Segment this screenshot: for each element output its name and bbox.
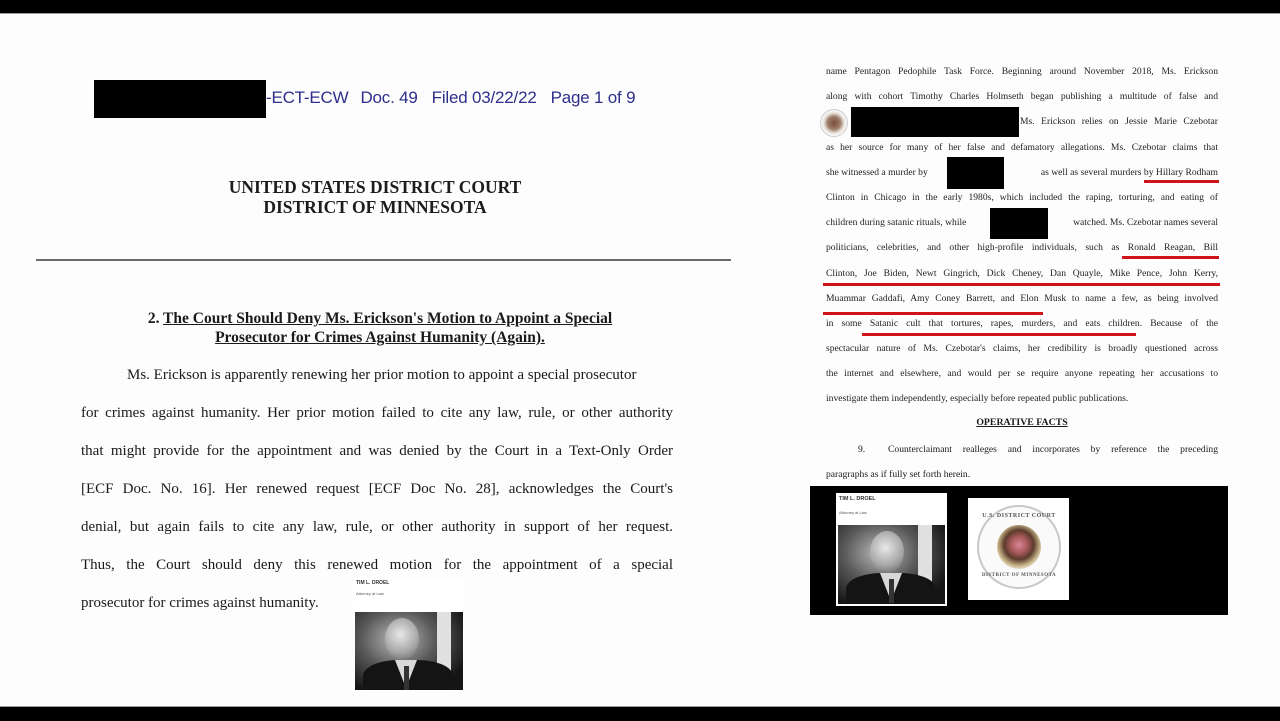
- attorney-subtitle: Attorney at Law: [356, 591, 384, 596]
- complaint-line: Clinton, Joe Biden, Newt Gingrich, Dick Cheney, Dan Quayle, Mike Pence, John Kerry,: [826, 267, 1218, 279]
- complaint-line: as her source for many of her false and defamatory allegations. Ms. Czebotar claims that: [826, 141, 1218, 153]
- highlight-underline: [823, 312, 1043, 315]
- paragraph-number: 9.: [858, 444, 866, 455]
- complaint-line: spectacular nature of Ms. Czebotar's claims, her credibility is broadly questioned across: [826, 343, 1218, 355]
- complaint-line-part: as well as several murders by Hillary Rodham: [1040, 166, 1218, 178]
- paragraph-9: [826, 437, 1218, 487]
- bottom-letterbox-bar: [0, 706, 1280, 721]
- attorney-name: TIM L. DROEL: [839, 496, 876, 502]
- complaint-line: in some Satanic cult that tortures, rapes, murders, and eats children. Because of the: [826, 317, 1218, 329]
- seal-bottom-text: DISTRICT OF MINNESOTA: [981, 573, 1057, 578]
- attorney-name: TIM L. DROEL: [356, 580, 390, 586]
- body-line: [ECF Doc. No. 16]. Her renewed request [ECF Doc No. 28], acknowledges the Court's: [81, 481, 673, 497]
- court-seal-icon: [977, 505, 1061, 589]
- court-title: [100, 177, 650, 217]
- complaint-line-part: she witnessed a murder by: [826, 166, 928, 178]
- ecf-header: [266, 88, 649, 108]
- paragraph-line: Counterclaimant realleges and incorporates by reference the preceding: [888, 444, 1218, 455]
- operative-facts-heading: OPERATIVE FACTS: [976, 417, 1068, 428]
- redaction-block-case-number: [94, 80, 266, 118]
- filed-date: Filed 03/22/22: [431, 88, 537, 107]
- complaint-line: [826, 210, 1218, 235]
- highlight-underline: [862, 333, 1136, 336]
- section-number: 2.: [147, 310, 160, 327]
- complaint-line-part: children during satanic rituals, while: [826, 217, 967, 229]
- attorney-subtitle: Attorney at Law: [839, 510, 867, 515]
- complaint-line: Ms. Erickson relies on Jessie Marie Czebotar: [1020, 116, 1218, 128]
- complaint-text: [826, 59, 1218, 412]
- complaint-line: politicians, celebrities, and other high-profile individuals, such as Ronald Reagan, Bill: [826, 242, 1218, 254]
- highlight-underline: [1144, 180, 1219, 183]
- highlight-underline: [1122, 256, 1219, 259]
- eagle-emblem-icon: [997, 525, 1041, 569]
- attorney-photo-card-overlay: [836, 493, 947, 606]
- highlight-underline: [823, 283, 1220, 286]
- body-line: for crimes against humanity. Her prior motion failed to cite any law, rule, or other authority: [81, 405, 673, 421]
- seal-top-text: U.S. DISTRICT COURT: [982, 513, 1056, 519]
- body-line: prosecutor for crimes against humanity.: [81, 595, 319, 611]
- court-title-line2: DISTRICT OF MINNESOTA: [263, 197, 487, 217]
- section-title-line2: Prosecutor for Crimes Against Humanity (Again).: [215, 329, 545, 346]
- complaint-line: along with cohort Timothy Charles Holmseth began publishing a multitude of false and: [826, 91, 1218, 103]
- complaint-line: Muammar Gaddafi, Amy Coney Barrett, and Elon Musk to name a few, as being involved: [826, 292, 1218, 304]
- page-number: Page 1 of 9: [550, 88, 636, 107]
- horizontal-rule: [36, 259, 731, 261]
- paragraph-line: paragraphs as if fully set forth herein.: [826, 469, 971, 480]
- body-line: Ms. Erickson is apparently renewing her prior motion to appoint a special prosecutor: [127, 367, 637, 383]
- section-heading: [90, 309, 670, 347]
- complaint-line-part: watched. Ms. Czebotar names several: [1073, 217, 1218, 229]
- complaint-line: name Pentagon Pedophile Task Force. Beginning around November 2018, Ms. Erickson: [826, 66, 1218, 77]
- doc-number: Doc. 49: [360, 88, 418, 107]
- complaint-line: investigate them independently, especially before repeated public publications.: [826, 393, 1129, 405]
- attorney-portrait-image: [355, 612, 463, 690]
- attorney-photo-card: [353, 578, 465, 692]
- attorney-portrait-image: [838, 525, 945, 604]
- top-letterbox-bar: [0, 0, 1280, 14]
- court-seal-card: [968, 498, 1069, 600]
- complaint-line: the internet and elsewhere, and would per se require anyone repeating her accusations to: [826, 368, 1218, 380]
- complaint-line: Clinton in Chicago in the early 1980s, which included the raping, torturing, and eating of: [826, 191, 1218, 203]
- court-title-line1: UNITED STATES DISTRICT COURT: [228, 177, 522, 197]
- body-line: that might provide for the appointment and was denied by the Court in a Text-Only Order: [81, 443, 673, 459]
- section-title-line1: The Court Should Deny Ms. Erickson's Motion to Appoint a Special: [163, 310, 613, 327]
- body-line: Thus, the Court should deny this renewed motion for the appointment of a special: [81, 557, 673, 573]
- case-suffix: -ECT-ECW: [266, 88, 349, 107]
- body-line: denial, but again fails to cite any law, rule, or other authority in support of her request.: [81, 519, 673, 535]
